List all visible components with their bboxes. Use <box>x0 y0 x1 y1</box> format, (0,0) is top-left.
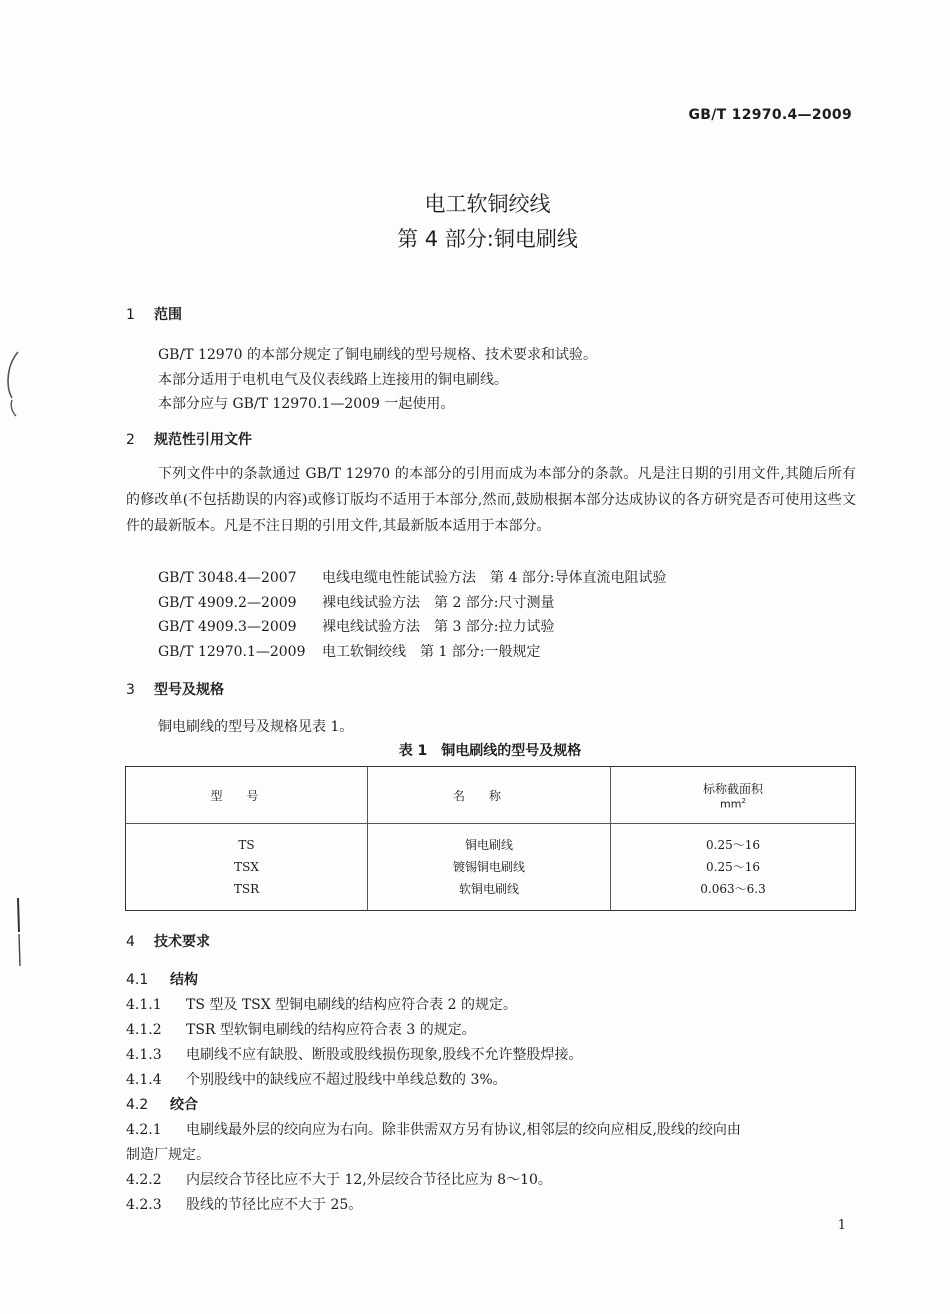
cell-type: TSX <box>126 856 368 878</box>
header-area <box>611 767 856 824</box>
section-3-heading: 3 型号及规格 <box>126 682 224 698</box>
reference-item: GB/T 12970.1—2009 电工软铜绞线 第 1 部分:一般规定 <box>158 644 541 660</box>
section-4-1-heading: 4.1 结构 <box>126 972 198 988</box>
reference-item: GB/T 4909.3—2009 裸电线试验方法 第 3 部分:拉力试验 <box>158 619 555 635</box>
standard-code: GB/T 12970.4—2009 <box>688 107 852 123</box>
clause-4-2-1-continued: 制造厂规定。 <box>126 1147 210 1163</box>
binding-mark-top <box>2 348 26 420</box>
header-type: 型号 <box>126 767 368 824</box>
clause-4-2-1: 4.2.1 电刷线最外层的绞向应为右向。除非供需双方另有协议,相邻层的绞向应相反,股线的绞向由 <box>126 1122 741 1138</box>
cell-name: 软铜电刷线 <box>368 878 611 911</box>
header-area-label: 标称截面积 <box>702 781 763 796</box>
header-area-unit: $mm^2$ <box>720 796 746 811</box>
cell-area: 0.25～16 <box>706 860 760 874</box>
table-row <box>126 856 856 878</box>
reference-item: GB/T 4909.2—2009 裸电线试验方法 第 2 部分:尺寸测量 <box>158 595 555 611</box>
clause-4-1-4: 4.1.4 个别股线中的缺线应不超过股线中单线总数的 3%。 <box>126 1072 507 1088</box>
binding-mark-bottom <box>6 896 30 974</box>
cell-area: 0.25～16 <box>706 838 760 852</box>
section-3-paragraph: 铜电刷线的型号及规格见表 1。 <box>158 719 354 735</box>
section-4-heading: 4 技术要求 <box>126 934 210 950</box>
clause-4-2-2: 4.2.2 内层绞合节径比应不大于 12,外层绞合节径比应为 8～10。 <box>126 1172 552 1188</box>
reference-item: GB/T 3048.4—2007 电线电缆电性能试验方法 第 4 部分:导体直流电阻试验 <box>158 570 667 586</box>
section-2-paragraph: 下列文件中的条款通过 GB/T 12970 的本部分的引用而成为本部分的条款。凡是注日期的引用文件,其随后所有的修改单(不包括勘误的内容)或修订版均不适用于本部分,然而,鼓励根据本部分达成协议的各方研究是否可使用这些文件的最新版本。凡是不注日期的引用文件,其最新版本适用于本部分。 <box>126 466 856 534</box>
page-number: 1 <box>837 1218 846 1233</box>
table-row <box>126 824 856 857</box>
header-name: 名称 <box>368 767 611 824</box>
clause-4-2-3: 4.2.3 股线的节径比应不大于 25。 <box>126 1197 363 1213</box>
section-1-paragraph-1: GB/T 12970 的本部分规定了铜电刷线的型号规格、技术要求和试验。 <box>158 347 597 363</box>
section-1-paragraph-2: 本部分适用于电机电气及仪表线路上连接用的铜电刷线。 <box>158 372 508 388</box>
table-1-caption: 表 1 铜电刷线的型号及规格 <box>398 743 582 759</box>
clause-4-1-1: 4.1.1 TS 型及 TSX 型铜电刷线的结构应符合表 2 的规定。 <box>126 997 517 1013</box>
section-4-2-heading: 4.2 绞合 <box>126 1097 198 1113</box>
cell-name: 铜电刷线 <box>368 824 611 857</box>
section-1-paragraph-3: 本部分应与 GB/T 12970.1—2009 一起使用。 <box>158 396 455 412</box>
clause-4-1-3: 4.1.3 电刷线不应有缺股、断股或股线损伤现象,股线不允许整股焊接。 <box>126 1047 583 1063</box>
cell-type: TS <box>126 824 368 857</box>
section-2-heading: 2 规范性引用文件 <box>126 432 252 448</box>
document-title: 电工软铜绞线 <box>424 192 551 216</box>
cell-name: 镀锡铜电刷线 <box>368 856 611 878</box>
table-row <box>126 878 856 911</box>
document-subtitle: 第 4 部分:铜电刷线 <box>397 227 578 251</box>
spec-table <box>125 766 856 911</box>
table-header-row <box>126 767 856 824</box>
section-1-heading: 1 范围 <box>126 307 182 323</box>
cell-type: TSR <box>126 878 368 911</box>
clause-4-1-2: 4.1.2 TSR 型软铜电刷线的结构应符合表 3 的规定。 <box>126 1022 476 1038</box>
cell-area: 0.063～6.3 <box>700 882 766 896</box>
